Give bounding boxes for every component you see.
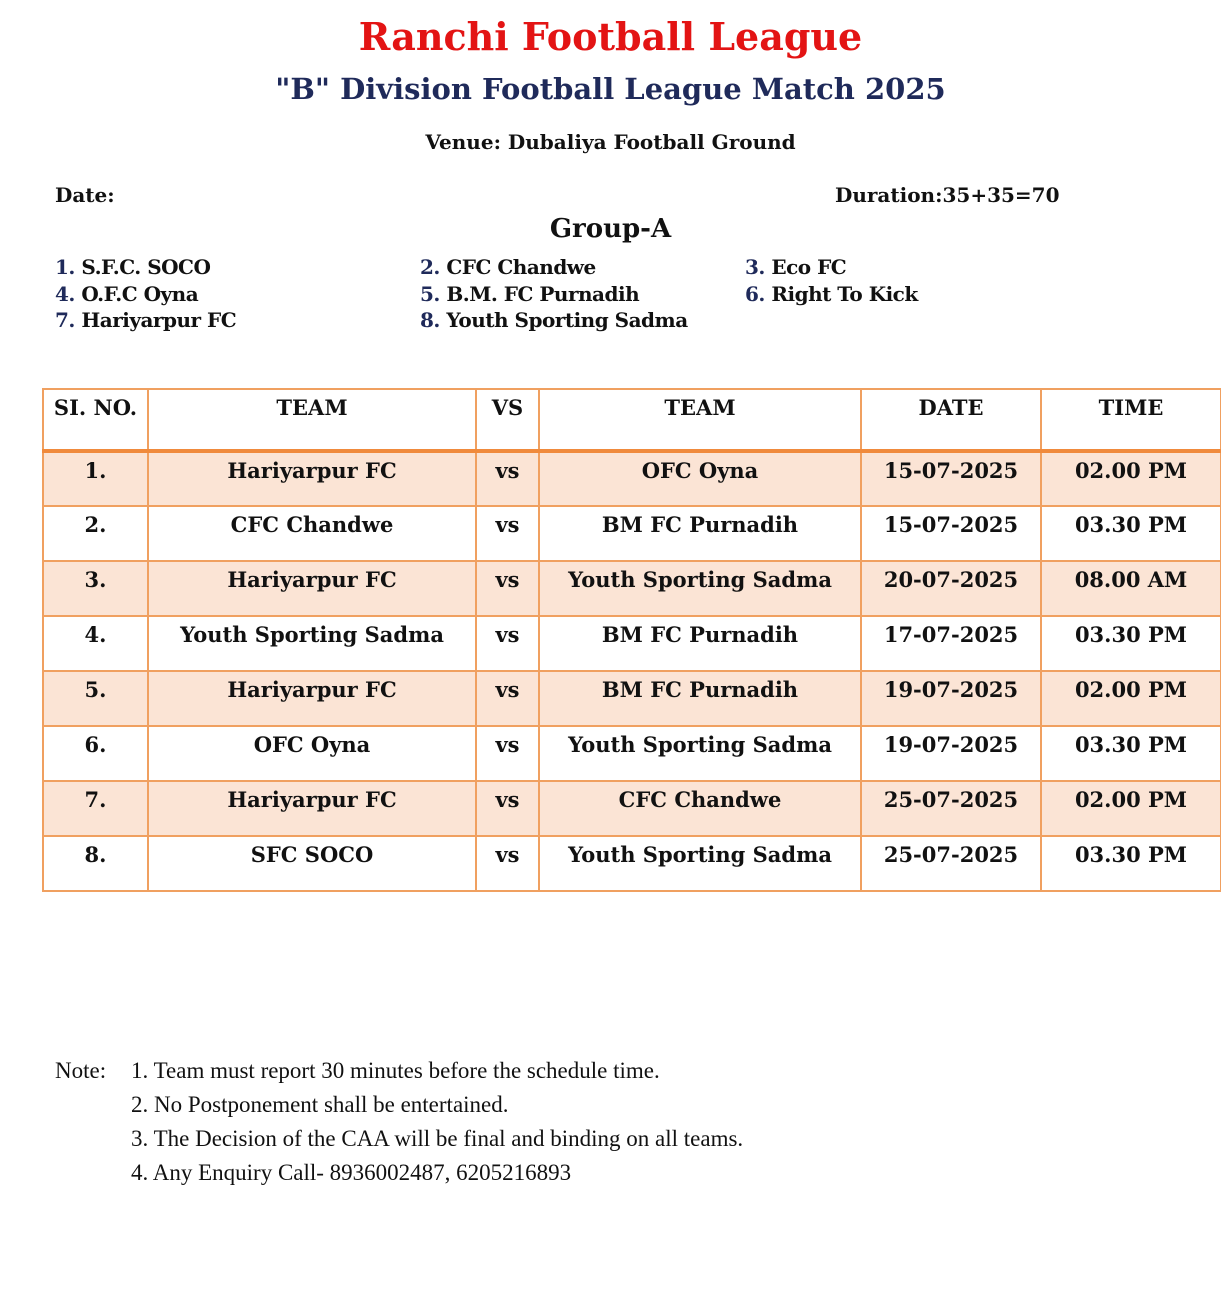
cell-time: 03.30 PM (1041, 506, 1221, 561)
header-si-no: SI. NO. (43, 389, 148, 451)
cell-vs: vs (476, 671, 539, 726)
note-item: 1. Team must report 30 minutes before the schedule time. (131, 1058, 660, 1083)
header-team-home: TEAM (148, 389, 476, 451)
cell-team-away: OFC Oyna (539, 451, 861, 506)
team-list-item (420, 255, 596, 279)
team-number: 3. (745, 255, 765, 279)
cell-no: 4. (43, 616, 148, 671)
header-date: DATE (861, 389, 1041, 451)
cell-team-home: SFC SOCO (148, 836, 476, 891)
note-item: 2. No Postponement shall be entertained. (131, 1092, 509, 1117)
cell-no: 7. (43, 781, 148, 836)
cell-vs: vs (476, 836, 539, 891)
team-name: Eco FC (771, 255, 847, 279)
cell-team-away: BM FC Purnadih (539, 671, 861, 726)
table-row (43, 506, 1221, 561)
table-header-row (43, 389, 1221, 451)
team-name: Youth Sporting Sadma (446, 308, 688, 332)
team-name: S.F.C. SOCO (81, 255, 211, 279)
page-title: Ranchi Football League (358, 14, 863, 59)
cell-time: 02.00 PM (1041, 451, 1221, 506)
team-name: Right To Kick (771, 282, 918, 306)
cell-date: 15-07-2025 (861, 451, 1041, 506)
cell-date: 19-07-2025 (861, 671, 1041, 726)
cell-vs: vs (476, 451, 539, 506)
group-title: Group-A (549, 214, 672, 244)
cell-team-home: Youth Sporting Sadma (148, 616, 476, 671)
cell-team-home: CFC Chandwe (148, 506, 476, 561)
team-number: 2. (420, 255, 440, 279)
cell-vs: vs (476, 726, 539, 781)
cell-team-away: CFC Chandwe (539, 781, 861, 836)
team-name: Hariyarpur FC (81, 308, 237, 332)
cell-no: 2. (43, 506, 148, 561)
cell-team-home: Hariyarpur FC (148, 451, 476, 506)
cell-team-home: Hariyarpur FC (148, 561, 476, 616)
note-item: 4. Any Enquiry Call- 8936002487, 6205216893 (131, 1160, 572, 1185)
notes-label: Note: (55, 1058, 107, 1083)
cell-date: 20-07-2025 (861, 561, 1041, 616)
team-list-item (420, 282, 639, 306)
cell-time: 03.30 PM (1041, 726, 1221, 781)
cell-no: 3. (43, 561, 148, 616)
match-schedule-table (42, 388, 1221, 892)
cell-team-away: BM FC Purnadih (539, 616, 861, 671)
cell-time: 02.00 PM (1041, 781, 1221, 836)
note-item: 3. The Decision of the CAA will be final and binding on all teams. (131, 1126, 744, 1151)
duration-text: Duration:35+35=70 (835, 183, 1060, 207)
team-list-item (55, 282, 198, 306)
team-number: 4. (55, 282, 75, 306)
cell-date: 17-07-2025 (861, 616, 1041, 671)
cell-no: 5. (43, 671, 148, 726)
header-vs: VS (476, 389, 539, 451)
cell-time: 03.30 PM (1041, 616, 1221, 671)
cell-no: 1. (43, 451, 148, 506)
cell-time: 03.30 PM (1041, 836, 1221, 891)
team-number: 6. (745, 282, 765, 306)
table-row (43, 561, 1221, 616)
date-label: Date: (55, 183, 115, 207)
cell-date: 15-07-2025 (861, 506, 1041, 561)
table-row (43, 726, 1221, 781)
team-list-item (745, 255, 846, 279)
cell-team-home: OFC Oyna (148, 726, 476, 781)
table-row (43, 781, 1221, 836)
cell-team-home: Hariyarpur FC (148, 671, 476, 726)
cell-vs: vs (476, 781, 539, 836)
cell-no: 8. (43, 836, 148, 891)
team-name: B.M. FC Purnadih (446, 282, 640, 306)
cell-date: 25-07-2025 (861, 836, 1041, 891)
team-list-item (55, 255, 210, 279)
team-number: 8. (420, 308, 440, 332)
venue-text: Venue: Dubaliya Football Ground (425, 130, 796, 154)
cell-time: 08.00 AM (1041, 561, 1221, 616)
cell-team-home: Hariyarpur FC (148, 781, 476, 836)
cell-team-away: Youth Sporting Sadma (539, 726, 861, 781)
table-row (43, 451, 1221, 506)
cell-no: 6. (43, 726, 148, 781)
header-team-away: TEAM (539, 389, 861, 451)
team-number: 7. (55, 308, 75, 332)
cell-date: 19-07-2025 (861, 726, 1041, 781)
team-list-item (55, 308, 236, 332)
table-row (43, 836, 1221, 891)
cell-date: 25-07-2025 (861, 781, 1041, 836)
team-list-item (745, 282, 918, 306)
cell-team-away: Youth Sporting Sadma (539, 561, 861, 616)
cell-team-away: BM FC Purnadih (539, 506, 861, 561)
cell-time: 02.00 PM (1041, 671, 1221, 726)
team-name: O.F.C Oyna (81, 282, 199, 306)
cell-vs: vs (476, 561, 539, 616)
team-number: 1. (55, 255, 75, 279)
team-number: 5. (420, 282, 440, 306)
header-time: TIME (1041, 389, 1221, 451)
page-subtitle: "B" Division Football League Match 2025 (275, 72, 946, 106)
cell-vs: vs (476, 506, 539, 561)
team-name: CFC Chandwe (446, 255, 596, 279)
team-list-item (420, 308, 688, 332)
cell-vs: vs (476, 616, 539, 671)
table-row (43, 671, 1221, 726)
cell-team-away: Youth Sporting Sadma (539, 836, 861, 891)
table-row (43, 616, 1221, 671)
